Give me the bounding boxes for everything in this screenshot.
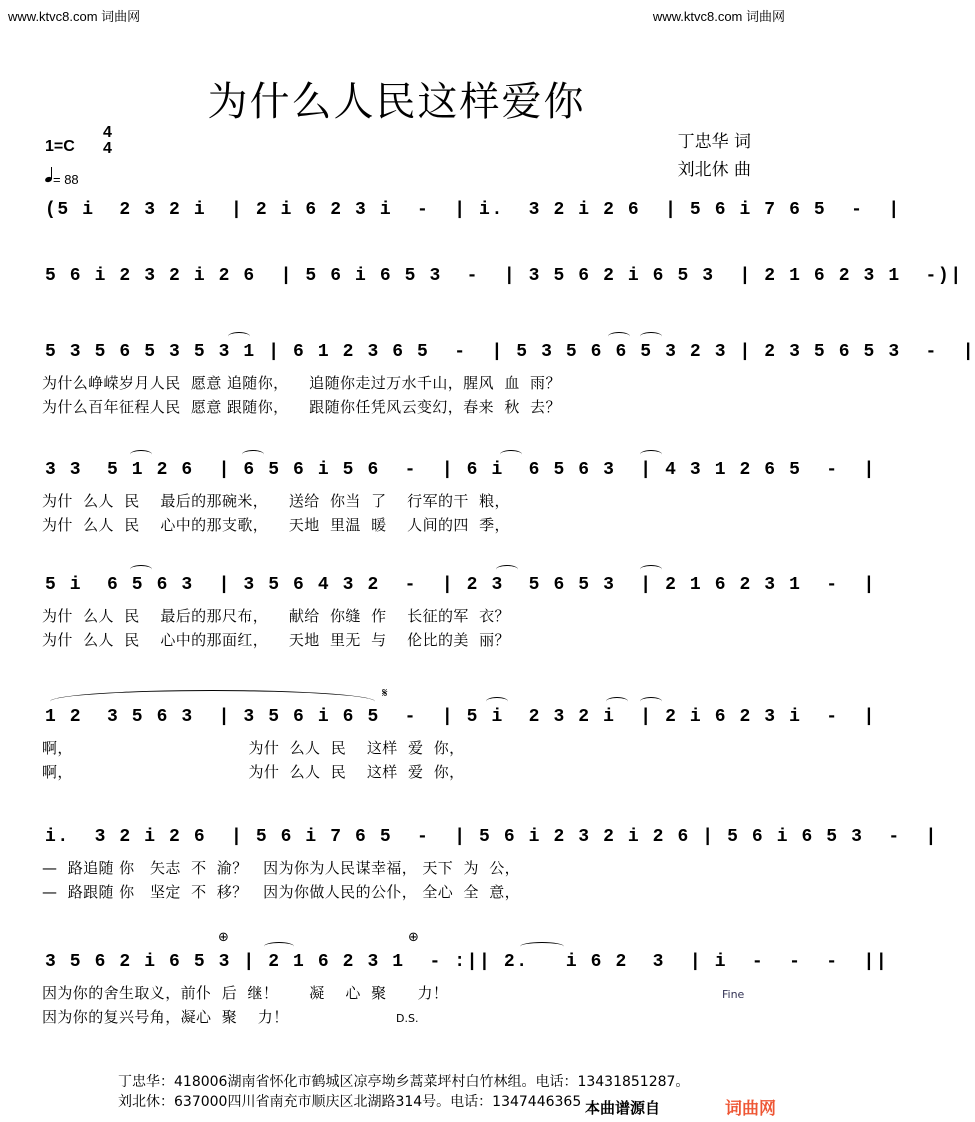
slur xyxy=(242,450,264,459)
music-line-7: i. 3 2 i 2 6 | 5 6 i 7 6 5 - | 5 6 i 2 3 2 i 2 6 | 5 6 i 6 5 3 - | xyxy=(45,827,938,847)
lyrics-verse2-line7: — 路跟随 你 坚定 不 移？ 因为你做人民的公仆， 全心 全 意， xyxy=(42,883,521,901)
segno-icon: 𝄋 xyxy=(382,686,388,701)
lyrics-verse2-line8: 因为你的复兴号角，凝心 聚 力！ xyxy=(42,1008,289,1026)
lyrics-verse1-line5: 为什 么人 民 最后的那尺布， 献给 你缝 作 长征的军 衣？ xyxy=(42,607,510,625)
footer-line-2: 刘北休：637000四川省南充市顺庆区北湖路314号。电话：1347446365 xyxy=(118,1094,582,1110)
coda-icon: ⊕ xyxy=(218,930,229,945)
slur xyxy=(606,697,628,706)
lyrics-verse1-line3: 为什么峥嵘岁月人民 愿意 追随你， 追随你走过万水千山，腥风 血 雨？ xyxy=(42,374,561,392)
time-top: 4 xyxy=(103,124,112,141)
coda-icon-2: ⊕ xyxy=(408,930,419,945)
lyricist: 丁忠华 词 xyxy=(677,132,751,152)
lyrics-verse1-line4: 为什 么人 民 最后的那碗米， 送给 你当 了 行军的干 粮， xyxy=(42,492,510,510)
ds-marking: D.S. xyxy=(396,1012,419,1025)
lyrics-verse1-line6: 啊， 为什 么人 民 这样 爱 你， xyxy=(42,739,465,757)
tempo-value: = 88 xyxy=(53,172,79,187)
slur xyxy=(608,332,630,341)
lyrics-verse2-line4: 为什 么人 民 心中的那支歌， 天地 里温 暖 人间的四 季， xyxy=(42,516,510,534)
slur xyxy=(130,450,152,459)
key-signature: 1=C xyxy=(45,138,75,155)
fine-marking: Fine xyxy=(722,988,745,1001)
time-bottom: 4 xyxy=(103,140,112,157)
lyrics-verse2-line3: 为什么百年征程人民 愿意 跟随你， 跟随你任凭风云变幻，春来 秋 去？ xyxy=(42,398,561,416)
slur xyxy=(520,942,564,951)
lyrics-verse2-line6: 啊， 为什 么人 民 这样 爱 你， xyxy=(42,763,465,781)
music-line-3: 5 3 5 6 5 3 5 3 1 | 6 1 2 3 6 5 - | 5 3 5 6 6 5 3 2 3 | 2 3 5 6 5 3 - | xyxy=(45,342,975,362)
credits xyxy=(678,128,751,184)
tempo-marking xyxy=(45,172,79,187)
slur xyxy=(640,697,662,706)
watermark-right: www.ktvc8.com 词曲网 xyxy=(652,9,785,24)
slur xyxy=(640,565,662,574)
composer: 刘北休 曲 xyxy=(677,160,751,180)
watermark-left: www.ktvc8.com 词曲网 xyxy=(8,9,141,24)
music-line-8: 3 5 6 2 i 6 5 3 | 2 1 6 2 3 1 - :|| 2. i 6 2 3 | i - - - || xyxy=(45,952,889,972)
slur xyxy=(496,565,518,574)
slur xyxy=(640,450,662,459)
lyrics-verse1-line8: 因为你的舍生取义，前仆 后 继！ 凝 心 聚 力！ xyxy=(42,984,449,1002)
music-line-5: 5 i 6 5 6 3 | 3 5 6 4 3 2 - | 2 3 5 6 5 3 | 2 1 6 2 3 1 - | xyxy=(45,575,876,595)
slur xyxy=(640,332,662,341)
lyrics-verse2-line5: 为什 么人 民 心中的那面红， 天地 里无 与 伦比的美 丽？ xyxy=(42,631,510,649)
music-line-2: 5 6 i 2 3 2 i 2 6 | 5 6 i 6 5 3 - | 3 5 6 2 i 6 5 3 | 2 1 6 2 3 1 -)| xyxy=(45,266,963,286)
slur xyxy=(486,697,508,706)
music-line-4: 3 3 5 1 2 6 | 6 5 6 i 5 6 - | 6 i 6 5 6 3 | 4 3 1 2 6 5 - | xyxy=(45,460,876,480)
slur xyxy=(130,565,152,574)
music-line-6: 1 2 3 5 6 3 | 3 5 6 i 6 5 - | 5 i 2 3 2 i | 2 i 6 2 3 i - | xyxy=(45,707,876,727)
time-signature xyxy=(103,125,112,157)
slur xyxy=(500,450,522,459)
source-label: 本曲谱源自 xyxy=(585,1099,661,1117)
footer-line-1: 丁忠华：418006湖南省怀化市鹤城区凉亭坳乡蒿菜坪村白竹林组。电话：13431851287。 xyxy=(118,1074,690,1090)
slur xyxy=(264,942,294,951)
site-logo[interactable]: 词曲网 xyxy=(725,1099,776,1119)
lyrics-verse1-line7: — 路追随 你 矢志 不 渝？ 因为你为人民谋幸福， 天下 为 公， xyxy=(42,859,521,877)
slur xyxy=(228,332,250,341)
music-line-1: (5 i 2 3 2 i | 2 i 6 2 3 i - | i. 3 2 i 2 6 | 5 6 i 7 6 5 - | xyxy=(45,200,901,220)
page-title: 为什么人民这样爱你 xyxy=(207,79,586,125)
